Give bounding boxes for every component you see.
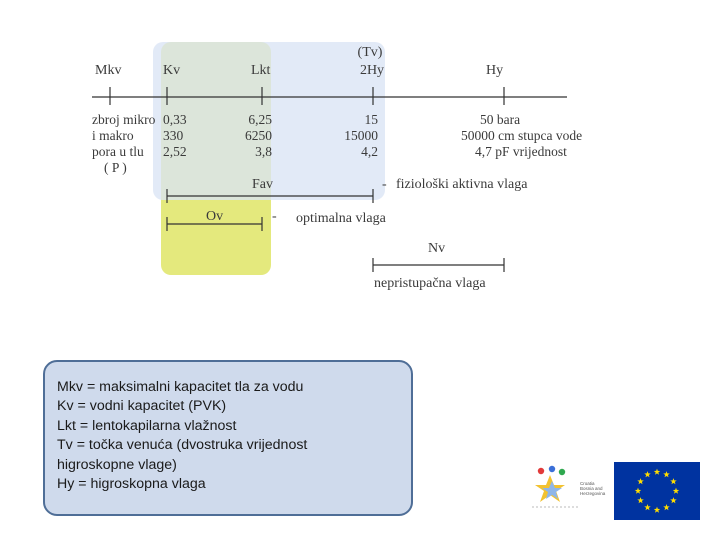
fav-dash: -: [382, 177, 387, 192]
legend-line: Kv = vodni kapacitet (PVK): [57, 398, 227, 415]
fav-label: Fav: [252, 177, 273, 192]
hy-value: 4,7 pF vrijednost: [475, 144, 567, 159]
tv-value: 4,2: [361, 144, 378, 159]
eu-star: [637, 497, 643, 503]
legend-line: Tv = točka venuća (dvostruka vrijednost: [57, 437, 308, 454]
kv-values: [163, 112, 187, 160]
label-hy: Hy: [486, 63, 504, 78]
legend-text: [57, 378, 307, 494]
row-labels: [92, 112, 155, 176]
logo-caption: [580, 481, 605, 496]
eu-star: [644, 471, 650, 477]
label-lkt: Lkt: [251, 63, 271, 78]
logo-caption-line: Bosnia and Herzegovina: [580, 486, 606, 496]
fav-description: fiziološki aktivna vlaga: [396, 177, 528, 192]
lkt-value: 6250: [245, 128, 272, 143]
eu-star: [654, 469, 660, 475]
hy-values: [461, 112, 582, 160]
tv-value: 15000: [344, 128, 378, 143]
row-label: pora u tlu: [92, 144, 144, 159]
tv-values: [336, 112, 378, 160]
label-tv-note: (Tv): [357, 45, 383, 60]
eu-star: [670, 497, 676, 503]
legend-line: Hy = higroskopna vlaga: [57, 476, 206, 493]
label-mkv: Mkv: [95, 63, 122, 78]
eu-star: [663, 471, 669, 477]
nv-description: nepristupačna vlaga: [374, 276, 486, 291]
legend-box: [43, 360, 413, 516]
eu-star: [637, 478, 643, 484]
ov-dash: -: [272, 209, 277, 224]
eu-star: [644, 504, 650, 510]
kv-value: 0,33: [163, 112, 187, 127]
eu-stars-icon: [614, 462, 700, 520]
legend-line: Mkv = maksimalni kapacitet tla za vodu: [57, 379, 304, 395]
eu-star: [673, 488, 679, 494]
kv-value: 330: [163, 128, 184, 143]
logo-caption-line: Croatia: [580, 481, 595, 486]
eu-star: [635, 488, 641, 494]
eu-star: [670, 478, 676, 484]
ov-label: Ov: [206, 209, 224, 224]
label-kv: Kv: [163, 63, 181, 78]
kv-value: 2,52: [163, 144, 187, 159]
lkt-value: 6,25: [248, 112, 272, 127]
ov-description: optimalna vlaga: [296, 211, 386, 226]
nv-label: Nv: [428, 241, 446, 256]
star-logo-icon: [530, 463, 580, 511]
eu-star: [654, 507, 660, 513]
tv-value: 15: [364, 112, 378, 127]
eu-star: [663, 504, 669, 510]
partner-logo: [530, 463, 605, 513]
row-label: ( P ): [104, 160, 127, 175]
hy-value: 50 bara: [480, 112, 521, 127]
legend-line: Lkt = lentokapilarna vlažnost: [57, 417, 237, 434]
label-2hy: 2Hy: [359, 63, 385, 78]
hy-value: 50000 cm stupca vode: [461, 128, 583, 143]
row-label: zbroj mikro: [92, 112, 156, 127]
legend-line: higroskopne vlage): [57, 456, 177, 473]
eu-flag: [614, 462, 700, 520]
row-label: i makro: [92, 128, 134, 143]
lkt-value: 3,8: [255, 144, 272, 159]
lkt-values: [230, 112, 272, 160]
